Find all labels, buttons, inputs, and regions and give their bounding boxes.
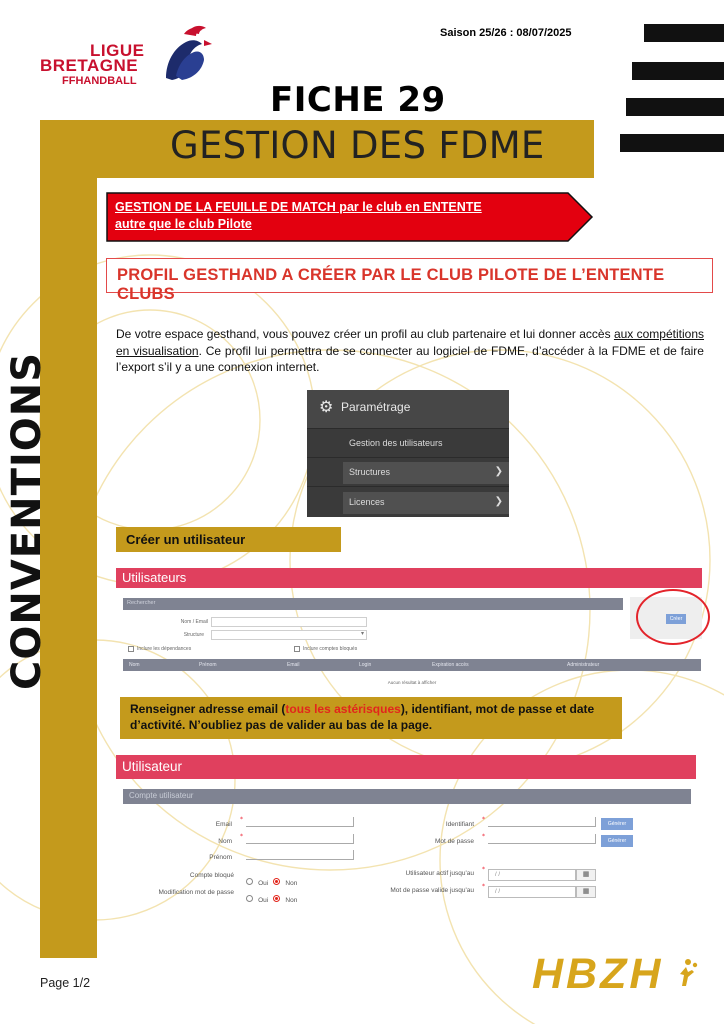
rooster-emblem-icon (154, 24, 214, 86)
required-star: * (482, 883, 485, 890)
banner-text (115, 199, 482, 233)
side-label: CONVENTIONS (4, 351, 50, 690)
mdp-valide-label: Mot de passe valide jusqu'au (390, 887, 474, 894)
include-blocked-label: Inclure comptes bloqués (303, 646, 358, 652)
column-header[interactable]: Expiration accès (432, 662, 469, 668)
search-section-bar: Rechercher (123, 598, 623, 610)
page-title: GESTION DES FDME (170, 124, 545, 167)
modif-mdp-radios (246, 887, 297, 906)
fill-note-part-1: Renseigner adresse email ( (130, 702, 286, 716)
users-bar: Utilisateurs (116, 568, 702, 588)
param-menu-item-label (343, 492, 509, 514)
logo-line-ffhandball: FFHANDBALL (62, 75, 137, 87)
mot-de-passe-field[interactable] (488, 834, 596, 844)
mot-de-passe-label: Mot de passe (434, 838, 474, 845)
non-radio[interactable] (273, 878, 280, 885)
prenom-label: Prénom (209, 854, 232, 861)
empty-table-message: Aucun résultat à afficher (387, 680, 437, 685)
column-header[interactable]: Administrateur (567, 662, 600, 668)
highlight-circle (636, 589, 710, 645)
create-button[interactable]: Créer (666, 614, 686, 624)
nom-field[interactable] (246, 834, 354, 844)
email-field[interactable] (246, 817, 354, 827)
decor-stripe (644, 24, 724, 42)
include-blocked-checkbox[interactable] (294, 646, 300, 652)
param-menu-item-label: Gestion des utilisateurs (349, 438, 443, 448)
hbzh-logo: HBZH (532, 950, 664, 998)
chevron-down-icon: ❯ (494, 466, 503, 477)
include-dependances-label: Inclure les dépendances (137, 646, 192, 652)
structures-label: Structures (349, 467, 391, 477)
mdp-valide-date-field[interactable]: / / (488, 886, 576, 898)
param-menu-title: Paramétrage (341, 400, 411, 414)
decor-stripe (632, 62, 724, 80)
para-link: aux compétitions en visualisation (116, 327, 705, 358)
oui-label: Oui (258, 897, 269, 904)
structure-label: Structure (183, 632, 204, 638)
param-menu-item-users[interactable] (307, 428, 509, 457)
chevron-down-icon: ▾ (360, 630, 364, 637)
licences-label: Licences (349, 497, 385, 507)
param-menu-screenshot (307, 390, 509, 517)
modif-mdp-label: Modification mot de passe (158, 889, 234, 896)
para-part-2: . Ce profil lui permettra de se connecter au logiciel de FDME, d’accéder à la FDME et de faire l’export s’il y a une connexion internet. (116, 343, 704, 374)
non-label: Non (285, 880, 298, 887)
user-bar: Utilisateur (116, 755, 696, 779)
gears-icon: ⚙ (319, 399, 334, 416)
required-star: * (482, 866, 485, 873)
fill-note-part-2: ), identifiant, mot de passe et date d’activité. N’oubliez pas de valider au bas de la page. (130, 702, 595, 732)
required-star: * (240, 816, 243, 823)
account-section-bar: Compte utilisateur (123, 789, 691, 804)
users-table-header (123, 659, 701, 671)
para-part-1: De votre espace gesthand, vous pouvez créer un profil au club partenaire et lui donner accès (116, 327, 614, 341)
page-number: Page 1/2 (40, 976, 91, 990)
profile-heading: PROFIL GESTHAND A CRÉER PAR LE CLUB PILOTE DE L’ENTENTE CLUBS (117, 266, 665, 303)
generate-password-button[interactable]: Générer (601, 835, 633, 847)
param-menu-item-structures[interactable] (307, 457, 509, 486)
non-label: Non (285, 897, 298, 904)
structure-select[interactable] (211, 630, 367, 640)
identifiant-field[interactable] (488, 817, 596, 827)
column-header[interactable]: Prénom (199, 662, 217, 668)
column-header[interactable]: Login (359, 662, 372, 668)
column-header[interactable]: Nom (129, 662, 140, 668)
actif-jusqu-date-field[interactable]: / / (488, 869, 576, 881)
param-menu-item-label (343, 462, 509, 484)
decor-stripe (620, 134, 724, 152)
email-label: Email (215, 821, 232, 828)
nom-label: Nom (218, 838, 232, 845)
logo-line-bretagne: BRETAGNE (40, 56, 139, 75)
fill-instructions (120, 697, 622, 739)
column-header[interactable]: Email (287, 662, 300, 668)
fiche-number: FICHE 29 (270, 80, 446, 120)
calendar-icon[interactable]: ▦ (576, 886, 596, 898)
generate-identifiant-button[interactable]: Générer (601, 818, 633, 830)
banner-line-2: autre que le club Pilote (115, 217, 252, 231)
decor-stripe (626, 98, 724, 116)
compte-bloque-label: Compte bloqué (189, 872, 234, 879)
create-user-label: Créer un utilisateur (116, 527, 341, 552)
handball-player-icon (674, 958, 698, 988)
banner-line-1: GESTION DE LA FEUILLE DE MATCH par le club en ENTENTE (115, 200, 482, 214)
chevron-down-icon: ❯ (494, 496, 503, 507)
actif-jusqu-label: Utilisateur actif jusqu'au (405, 870, 474, 877)
non-radio[interactable] (273, 895, 280, 902)
oui-radio[interactable] (246, 878, 253, 885)
param-menu-header[interactable] (307, 390, 509, 428)
prenom-field[interactable] (246, 850, 354, 860)
calendar-icon[interactable]: ▦ (576, 869, 596, 881)
name-email-label: Nom / Email (180, 619, 208, 625)
season-date: Saison 25/26 : 08/07/2025 (440, 27, 572, 39)
required-star: * (240, 833, 243, 840)
intro-paragraph (116, 326, 704, 376)
identifiant-label: Identifiant (445, 821, 474, 828)
required-star: * (482, 816, 485, 823)
logo-line-ligue: LIGUE (90, 41, 145, 60)
name-email-input[interactable] (211, 617, 367, 627)
param-menu-item-licences[interactable] (307, 486, 509, 517)
include-dependances-checkbox[interactable] (128, 646, 134, 652)
fill-note-highlight: tous les astérisques (285, 702, 401, 716)
required-star: * (482, 833, 485, 840)
oui-radio[interactable] (246, 895, 253, 902)
oui-label: Oui (258, 880, 269, 887)
